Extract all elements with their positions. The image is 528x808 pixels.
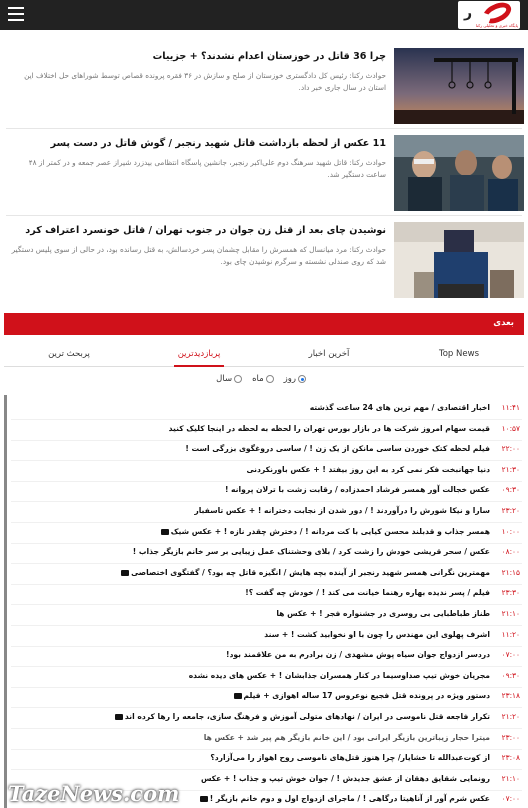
radio-month[interactable]: [252, 372, 274, 386]
list-item-time: ۲۲:۰۰: [501, 444, 520, 454]
list-item-time: ۲۳:۱۸: [501, 691, 520, 701]
tab-top-news[interactable]: Top News: [438, 349, 479, 359]
list-item-time: ۱۱:۲۰: [501, 629, 520, 639]
top-bar: [0, 0, 528, 30]
list-item-title[interactable]: [264, 630, 490, 639]
list-item[interactable]: [11, 605, 522, 626]
logo-tagline: پایگاه خبری و تحلیلی رکنا: [475, 23, 518, 28]
list-item[interactable]: [11, 708, 522, 729]
divider: [6, 128, 522, 129]
list-item-title[interactable]: [121, 568, 490, 577]
next-page-bar[interactable]: [4, 313, 524, 335]
news-title[interactable]: چرا 36 قاتل در خوزستان اعدام نشدند؟ + جزییات: [152, 51, 386, 62]
news-lead: حوادث رکنا: قاتل شهید سرهنگ دوم علی‌اکبر رنجبر، جانشین پاسگاه انتظامی بیدزرد شیراز عصر جمعه و در کمتر از ۴۸ ساعت دستگیر شد.: [28, 158, 386, 179]
list-item-time: ۱۰:۰۰: [501, 526, 520, 536]
list-item-text[interactable]: سارا و نیکا شورش را درآوردند ! / دور شدن از نجابت دخترانه ! + عکس تاسفبار: [194, 506, 490, 515]
list-item-time: ۲۱:۱۰: [501, 609, 520, 618]
list-item[interactable]: [11, 481, 522, 502]
news-thumbnail-gallows[interactable]: [394, 48, 524, 124]
news-title[interactable]: 11 عکس از لحظه بازداشت قاتل شهید رنجبر / گوش قاتل در دست پسر: [50, 138, 386, 149]
list-item-title[interactable]: [226, 650, 490, 659]
list-item-title[interactable]: [204, 733, 490, 742]
radio-dot-icon[interactable]: [234, 375, 242, 383]
radio-dot-icon[interactable]: [266, 375, 274, 383]
most-viewed-list[interactable]: [4, 395, 522, 808]
radio-year[interactable]: [216, 372, 242, 386]
menu-icon[interactable]: [8, 7, 24, 21]
tab-latest-news[interactable]: آخرین اخبار: [308, 349, 350, 359]
news-lead: حوادث رکنا: مرد میانسال که همسرش را مقابل چشمان پسر خردسالش، به قتل رسانده بود، در حالی از سوی پلیس دستگیر شد که روی صندلی نشسته و سرگرم نوشیدن چای بود.: [11, 245, 386, 266]
list-item[interactable]: [11, 399, 522, 420]
list-item-time: ۱۰:۵۷: [501, 423, 520, 433]
list-item-time: ۲۳:۳۰: [501, 588, 520, 598]
video-camera-icon: [234, 693, 242, 699]
list-item[interactable]: [11, 440, 522, 461]
list-item-time: ۰۷:۰۰: [501, 794, 520, 804]
list-item-text[interactable]: طناز طباطبایی بی روسری در جشنواره فجر ! + عکس ها: [276, 609, 490, 618]
list-item-text[interactable]: تکرار فاجعه قتل ناموسی در ایران / نهادهای متولی آموزش و فرهنگ سازی، جامعه را رها کرده اند: [124, 712, 490, 721]
list-item-title[interactable]: [225, 485, 490, 494]
list-item-title[interactable]: [276, 609, 490, 618]
list-item-title[interactable]: [185, 444, 490, 453]
list-item-title[interactable]: [201, 774, 490, 783]
radio-label: سال: [216, 374, 233, 384]
list-item[interactable]: [11, 626, 522, 647]
list-item-title[interactable]: [115, 712, 490, 721]
list-item-text[interactable]: دردسر ازدواج جوان سیاه پوش مشهدی / زن برادرم به من علاقمند بود!: [226, 650, 490, 660]
list-item-title[interactable]: [200, 794, 490, 803]
news-title[interactable]: نوشیدن چای بعد از قتل زن جوان در جنوب تهران / قاتل خونسرد اعتراف کرد: [25, 225, 386, 236]
list-item-time: ۲۱:۲۰: [501, 712, 520, 721]
list-item-text[interactable]: عکس خجالت آور همسر فرشاد احمدزاده / رقابت زشت با ترلان پروانه !: [224, 485, 490, 495]
list-item[interactable]: [11, 461, 522, 482]
list-item-text[interactable]: مجریان خوش تیپ صداوسیما در کنار همسران جذابشان ! + عکس های دیده نشده: [188, 670, 490, 680]
list-item[interactable]: [11, 749, 522, 770]
list-item[interactable]: [11, 584, 522, 605]
list-item-text[interactable]: اخبار اقتصادی / مهم ترین های 24 ساعت گذشته: [309, 403, 490, 412]
radio-dot-icon[interactable]: [298, 375, 306, 383]
tab-most-discussed[interactable]: پربحث ترین: [48, 349, 90, 359]
list-item-text[interactable]: دنیا جهانبخت فکر نمی کرد به این روز بیفتد ! + عکس باورنکردنی: [246, 464, 490, 474]
list-item-time: ۲۱:۱۰: [501, 773, 520, 783]
news-tabs: [4, 343, 524, 367]
list-item-text[interactable]: عکس شرم آور از آناهیتا درگاهی ! / ماجرای ازدواج اول و دوم خانم بازیگر !: [209, 794, 490, 804]
video-camera-icon: [121, 570, 129, 576]
list-item-time: ۱۱:۴۱: [501, 403, 520, 412]
list-item[interactable]: [11, 420, 522, 441]
list-item-time: ۰۸:۰۰: [501, 547, 520, 557]
list-item-title[interactable]: [247, 465, 491, 474]
list-item-text[interactable]: رونمایی شقایق دهقان از عشق جدیدش ! / جوان خوش تیپ و جذاب ! + عکس: [200, 773, 490, 783]
news-lead: حوادث رکنا: رئیس کل دادگستری خوزستان از صلح و سازش در ۳۶ فقره پرونده قصاص توسط شوراهای حل اختلاف این استان در سال جاری خبر داد.: [24, 71, 386, 92]
list-item-title[interactable]: [133, 547, 490, 556]
list-item-text[interactable]: اشرف پهلوی این مهندس را چون با او نخوابید کشت ! + سند: [264, 629, 490, 639]
list-item-time: ۰۷:۰۰: [501, 650, 520, 660]
list-item-text[interactable]: همسر جذاب و قدبلند محسن کیایی با کت مردانه ! / دخترش چقدر نازه ! + عکس شیک: [170, 526, 490, 536]
list-item-title[interactable]: [310, 403, 490, 412]
list-item[interactable]: [11, 667, 522, 688]
divider: [6, 215, 522, 216]
list-item-time: ۲۳:۲۰: [501, 506, 520, 515]
list-item-title[interactable]: [194, 506, 490, 515]
logo-mark: ر: [464, 5, 473, 21]
news-thumbnail-arrest[interactable]: [394, 135, 524, 211]
radio-day[interactable]: [284, 372, 306, 386]
watermark: TazeNews.com: [8, 781, 180, 806]
list-item-text[interactable]: فیلم لحظه کتک خوردن ساسی مانکن از یک زن ! / ساسی دروغگوی بزرگی است !: [185, 444, 490, 454]
list-item-title[interactable]: [189, 671, 490, 680]
list-item-time: ۲۳:۰۰: [501, 732, 520, 742]
list-item-title[interactable]: [210, 753, 490, 762]
list-item-text[interactable]: مهمترین نگرانی همسر شهید رنجبر از آینده بچه هایش / انگیزه قاتل چه بود؟ / گفتگوی اختصاصی: [131, 567, 490, 577]
list-item[interactable]: [11, 729, 522, 750]
video-camera-icon: [115, 714, 123, 720]
list-item-time: ۲۳:۰۸: [501, 753, 520, 763]
list-item-title[interactable]: [245, 588, 490, 597]
list-item[interactable]: [11, 564, 522, 585]
tab-most-viewed[interactable]: پربازدیدترین: [134, 349, 264, 359]
list-item-time: ۰۹:۳۰: [501, 670, 520, 680]
list-item-text[interactable]: دستور ویژه در پرونده قتل فجیع نوعروس 17 ساله اهوازی + فیلم: [243, 691, 490, 701]
list-item-text[interactable]: میترا حجار زیباترین بازیگر ایرانی بود / این خانم بازیگر هم پیر شد + عکس ها: [203, 732, 490, 742]
list-item[interactable]: [11, 687, 522, 708]
list-item-title[interactable]: [161, 527, 490, 536]
list-item[interactable]: [11, 523, 522, 544]
next-label[interactable]: بعدی: [493, 318, 514, 328]
radio-label: ماه: [252, 374, 264, 384]
list-item-time: ۲۱:۳۰: [501, 464, 520, 474]
list-item-title[interactable]: [169, 424, 490, 433]
list-item-time: ۲۱:۱۵: [501, 567, 520, 577]
list-item[interactable]: [11, 502, 522, 523]
news-thumbnail-suspect[interactable]: [394, 222, 524, 298]
radio-label: روز: [283, 374, 296, 384]
list-item-text[interactable]: فیلم / پسر ندیده بهاره رهنما خیانت می کند ! / خودش چه گفت ؟!: [245, 588, 490, 598]
video-camera-icon: [200, 796, 208, 802]
list-item-text[interactable]: از کوت‌عبدالله تا خشایار/ چرا هنوز قتل‌های ناموسی روح اهواز را می‌آزارد؟: [210, 753, 490, 763]
list-item-text[interactable]: عکس / سحر قریشی خودش را زشت کرد / بلای وحشتناک عمل زیبایی بر سر خانم بازیگر جذاب !: [132, 547, 490, 557]
list-item-title[interactable]: [234, 691, 490, 700]
period-filter: [216, 372, 306, 386]
list-item-text[interactable]: قیمت سهام امروز شرکت ها در بازار بورس تهران را لحظه به لحظه در اینجا کلیک کنید: [168, 423, 490, 433]
site-logo[interactable]: [458, 1, 520, 29]
list-item[interactable]: [11, 543, 522, 564]
video-camera-icon: [161, 529, 169, 535]
list-item[interactable]: [11, 646, 522, 667]
list-item-time: ۰۹:۳۰: [501, 485, 520, 495]
